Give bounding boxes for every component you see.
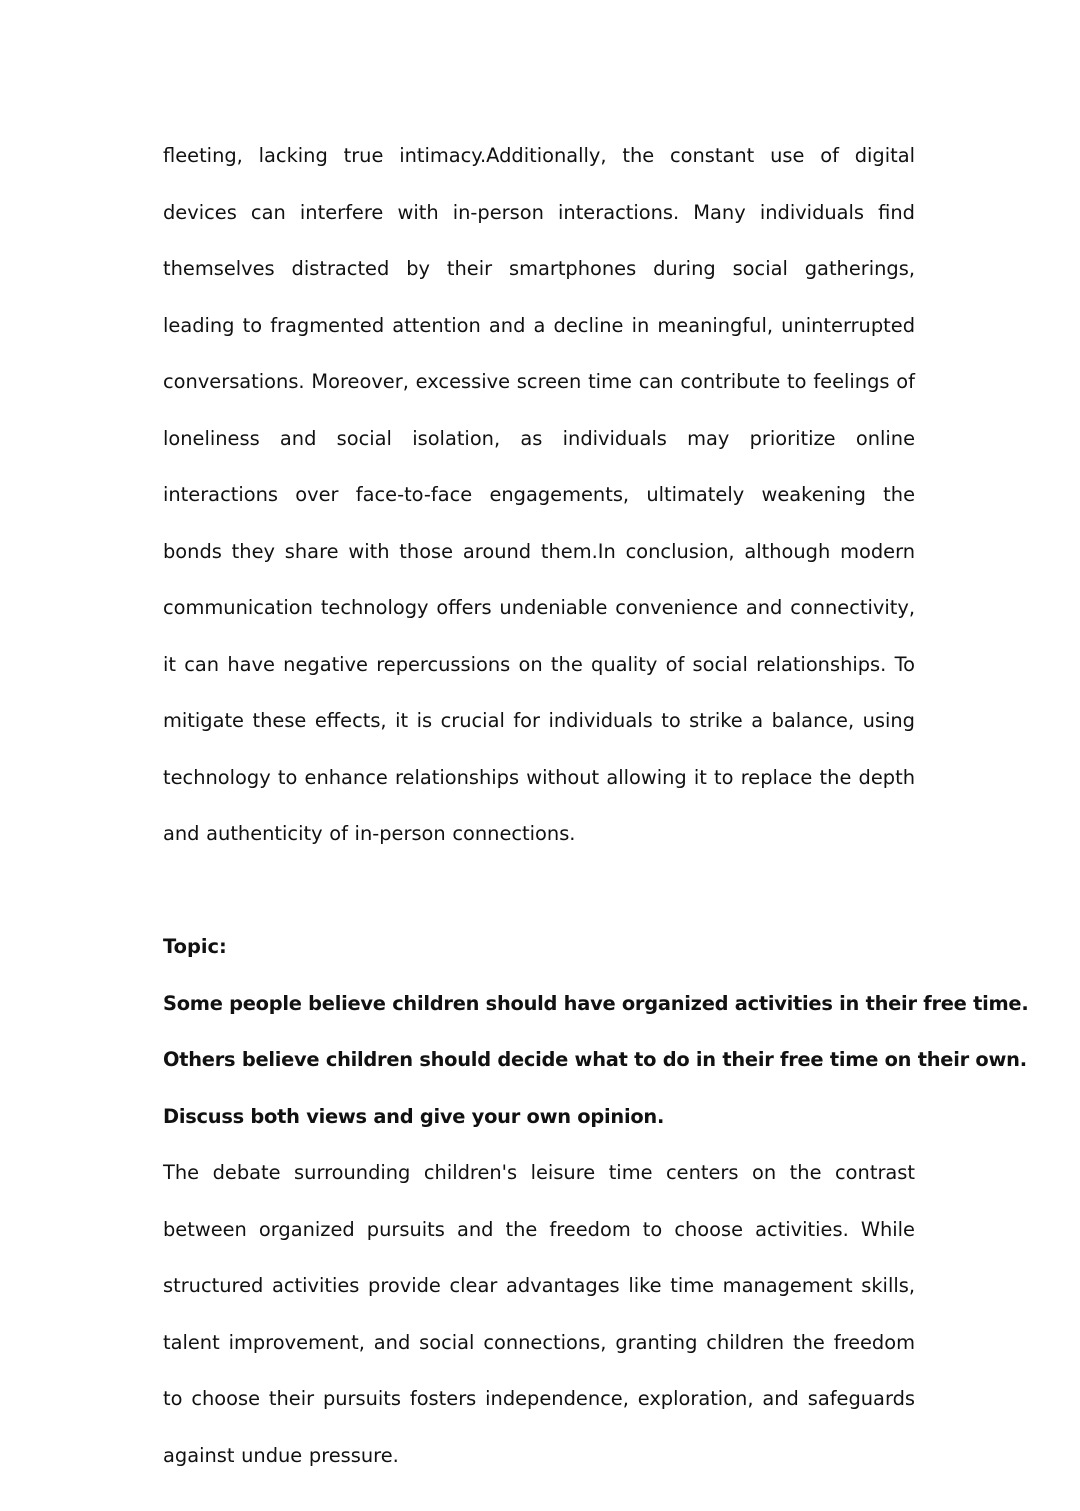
topic-line-2: Others believe children should decide what to do in their free time on their own. — [163, 1048, 1027, 1071]
document-body — [163, 128, 1029, 1484]
essay-paragraph: The debate surrounding children's leisure time centers on the contrast between organized pursuits and the freedom to choose activities. While structured activities provide clear advantages like time management skills, talent improvement, and social connections, granting children the freedom to choose their pursuits fosters independence, exploration, and safeguards against undue pressure. — [163, 1161, 915, 1467]
paragraph-spacer — [163, 863, 915, 920]
faint-watermark — [745, 1448, 1045, 1468]
topic-line-1: Some people believe children should have organized activities in their free time. — [163, 991, 1029, 1015]
topic-line-3: Discuss both views and give your own opinion. — [163, 1104, 665, 1128]
continuation-paragraph: fleeting, lacking true intimacy.Additionally, the constant use of digital devices can interfere with in-person interactions. Many individuals find themselves distracted by their smartphones during social gatherings, leading to fragmented attention and a decline in meaningful, uninterrupted conversations. Moreover, excessive screen time can contribute to feelings of loneliness and social isolation, as individuals may prioritize online interactions over face-to-face engagements, ultimately weakening the bonds they share with those around them.In conclusion, although modern communication technology offers undeniable convenience and connectivity, it can have negative repercussions on the quality of social relationships. To mitigate these effects, it is crucial for individuals to strike a balance, using technology to enhance relationships without allowing it to replace the depth and authenticity of in-person connections. — [163, 144, 915, 845]
topic-label: Topic: — [163, 935, 227, 958]
